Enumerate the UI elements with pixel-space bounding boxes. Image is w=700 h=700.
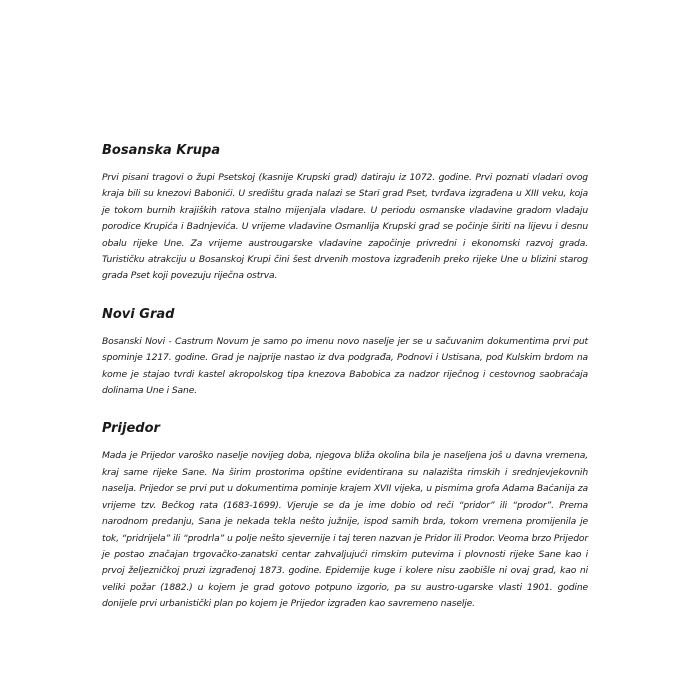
document-page (102, 141, 588, 633)
section-title-bosanska-krupa: Bosanska Krupa (102, 143, 221, 158)
section-text-bosanska-krupa: Prvi pisani tragovi o župi Psetskoj (kasnije Krupski grad) datiraju iz 1072. godine. Prvi poznati vladari ovog kraja bili su knezovi Babonići. U središtu grada nalazi se Stari grad Pset, tvrđava izgrađena u XIII veku, koja je tokom burnih krajiških ratova stalno mijenjala vladare. U periodu osmanske vladavine gradom vladaju porodice Krupića i Badnjevića. U vrijeme vladavine Osmanlija Krupski grad se počinje širiti na lijevu i desnu obalu rijeke Une. Za vrijeme austrougarske vladavine započinje privredni i ekonomski razvoj grada. Turističku atrakciju u Bosanskoj Krupi čini šest drvenih mostova izgrađenih preko rijeke Une u blizini starog grada Pset koji povezuju riječna ostrva. (102, 172, 588, 282)
section-text-novi-grad: Bosanski Novi - Castrum Novum je samo po imenu novo naselje jer se u sačuvanim dokumentima prvi put spominje 1217. godine. Grad je najprije nastao iz dva podgrađa, Podnovi i Ustisana, pod Kulskim brdom na kome je stajao tvrdi kastel akropolskog tipa knezova Babobica za nadzor riječnog i cestovnog saobraćaja dolinama Une i Sane. (102, 335, 588, 397)
section-title-prijedor: Prijedor (102, 421, 160, 437)
section-title-novi-grad: Novi Grad (102, 306, 175, 322)
section-prijedor (102, 419, 588, 612)
section-bosanska-krupa (102, 141, 588, 285)
section-novi-grad (102, 305, 588, 400)
section-text-prijedor: Mada je Prijedor varoško naselje novijeg doba, njegova bliža okolina bila je naseljena još u davna vremena, kraj same rijeke Sane. Na širim prostorima opštine evidentirana su nalazišta rimskih i srednjevjekovnih naselja. Prijedor se prvi put u dokumentima pominje krajem XVII vijeka, u pismima grofa Adama Baćanija za vrijeme tzv. Bečkog rata (1683-1699). Vjeruje se da je ime dobio od reči “pridor” ili “prodor”. Prema narodnom predanju, Sana je nekada tekla nešto južnije, ispod samih brda, tokom vremena promijenila je tok, “pridrijela” ili “prodrla” u polje nešto sjevernije i taj teren nazvan je Pridor ili Prodor. Veoma brzo Prijedor je postao značajan trgovačko-zanatski centar zahvaljujući rimskim putevima i plovnosti rijeke Sane kao i prvoj željezničkoj pruzi izgrađenoj 1873. godine. Epidemije kuge i kolere nisu zaobišle ni ovaj grad, kao ni veliki požar (1882.) u kojem je grad gotovo potpuno izgorio, pa su austro-ugarske vlasti 1901. godine donijele prvi urbanistički plan po kojem je Prijedor izgrađen kao savremeno naselje. (102, 450, 588, 610)
